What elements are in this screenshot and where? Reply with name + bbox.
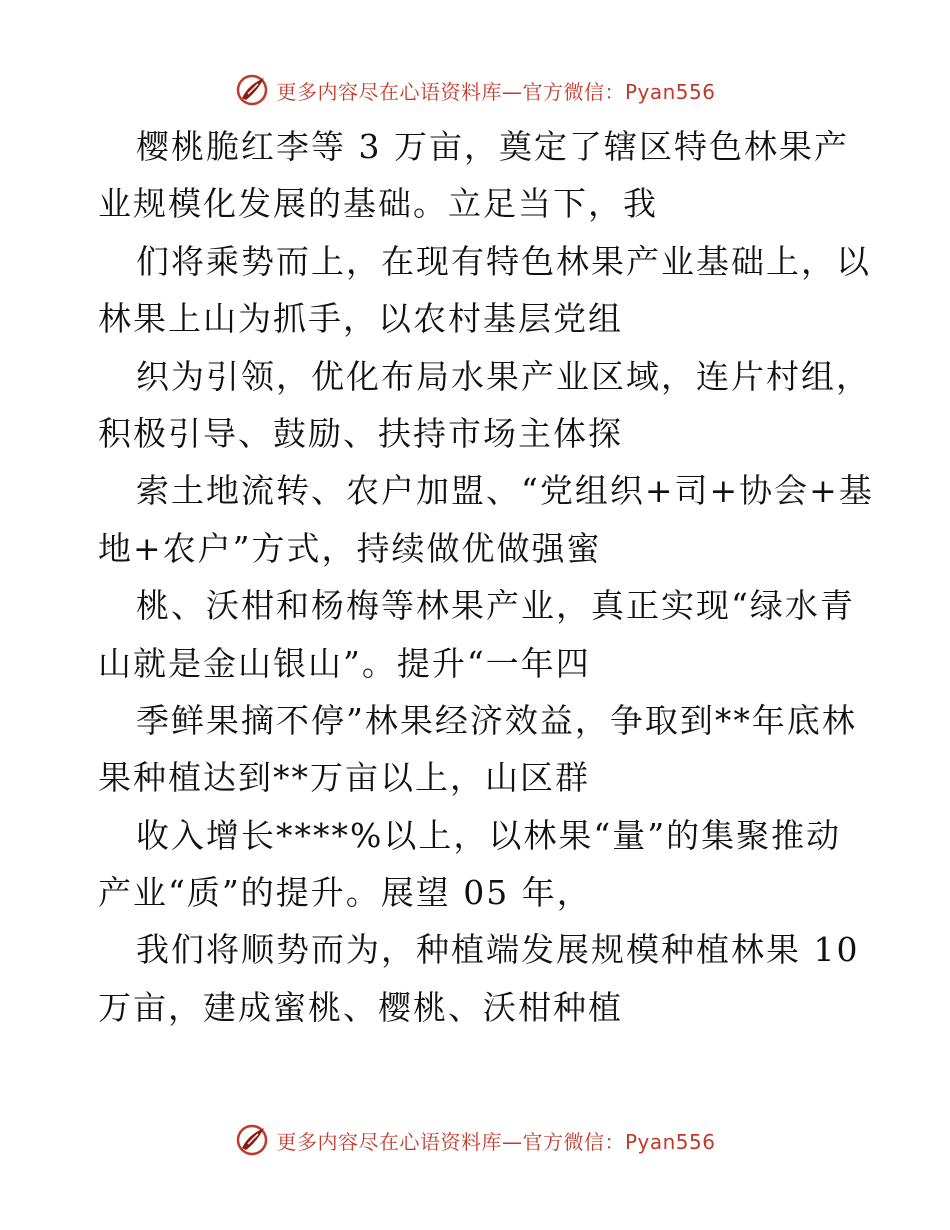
text-line: 积极引导、鼓励、扶持市场主体探 [98, 413, 623, 453]
text-line: 桃、沃柑和杨梅等林果产业，真正实现“绿水青 [136, 586, 855, 626]
text-line: 林果上山为抓手，以农村基层党组 [98, 299, 623, 339]
watermark-text: 更多内容尽在心语资料库—官方微信：Pyan556 [276, 79, 716, 104]
text-line: 织为引领，优化布局水果产业区域，连片村组， [136, 356, 871, 396]
brand-logo-icon [234, 72, 270, 108]
text-line: 我们将顺势而为，种植端发展规模种植林果 10 [136, 930, 860, 970]
footer-watermark [0, 1120, 950, 1160]
brand-logo-icon [234, 1122, 270, 1158]
text-line: 果种植达到**万亩以上，山区群 [98, 758, 590, 798]
text-line: 季鲜果摘不停”林果经济效益，争取到**年底林 [136, 700, 857, 740]
watermark-text: 更多内容尽在心语资料库—官方微信：Pyan556 [276, 1129, 716, 1154]
text-line: 地+农户”方式，持续做优做强蜜 [98, 528, 602, 568]
text-line: 万亩，建成蜜桃、樱桃、沃柑种植 [98, 987, 623, 1027]
text-line: 樱桃脆红李等 3 万亩，奠定了辖区特色林果产 [136, 127, 849, 166]
document-body [98, 118, 874, 1036]
text-line: 收入增长****%以上，以林果“量”的集聚推动 [136, 815, 842, 855]
text-line: 索土地流转、农户加盟、“党组织+司+协会+基 [136, 471, 874, 511]
text-line: 们将乘势而上，在现有特色林果产业基础上，以 [136, 241, 871, 281]
text-line: 产业“质”的提升。展望 05 年， [98, 873, 592, 913]
header-watermark [0, 70, 950, 110]
text-line: 山就是金山银山”。提升“一年四 [98, 643, 591, 683]
text-line: 业规模化发展的基础。立足当下，我 [98, 184, 658, 224]
